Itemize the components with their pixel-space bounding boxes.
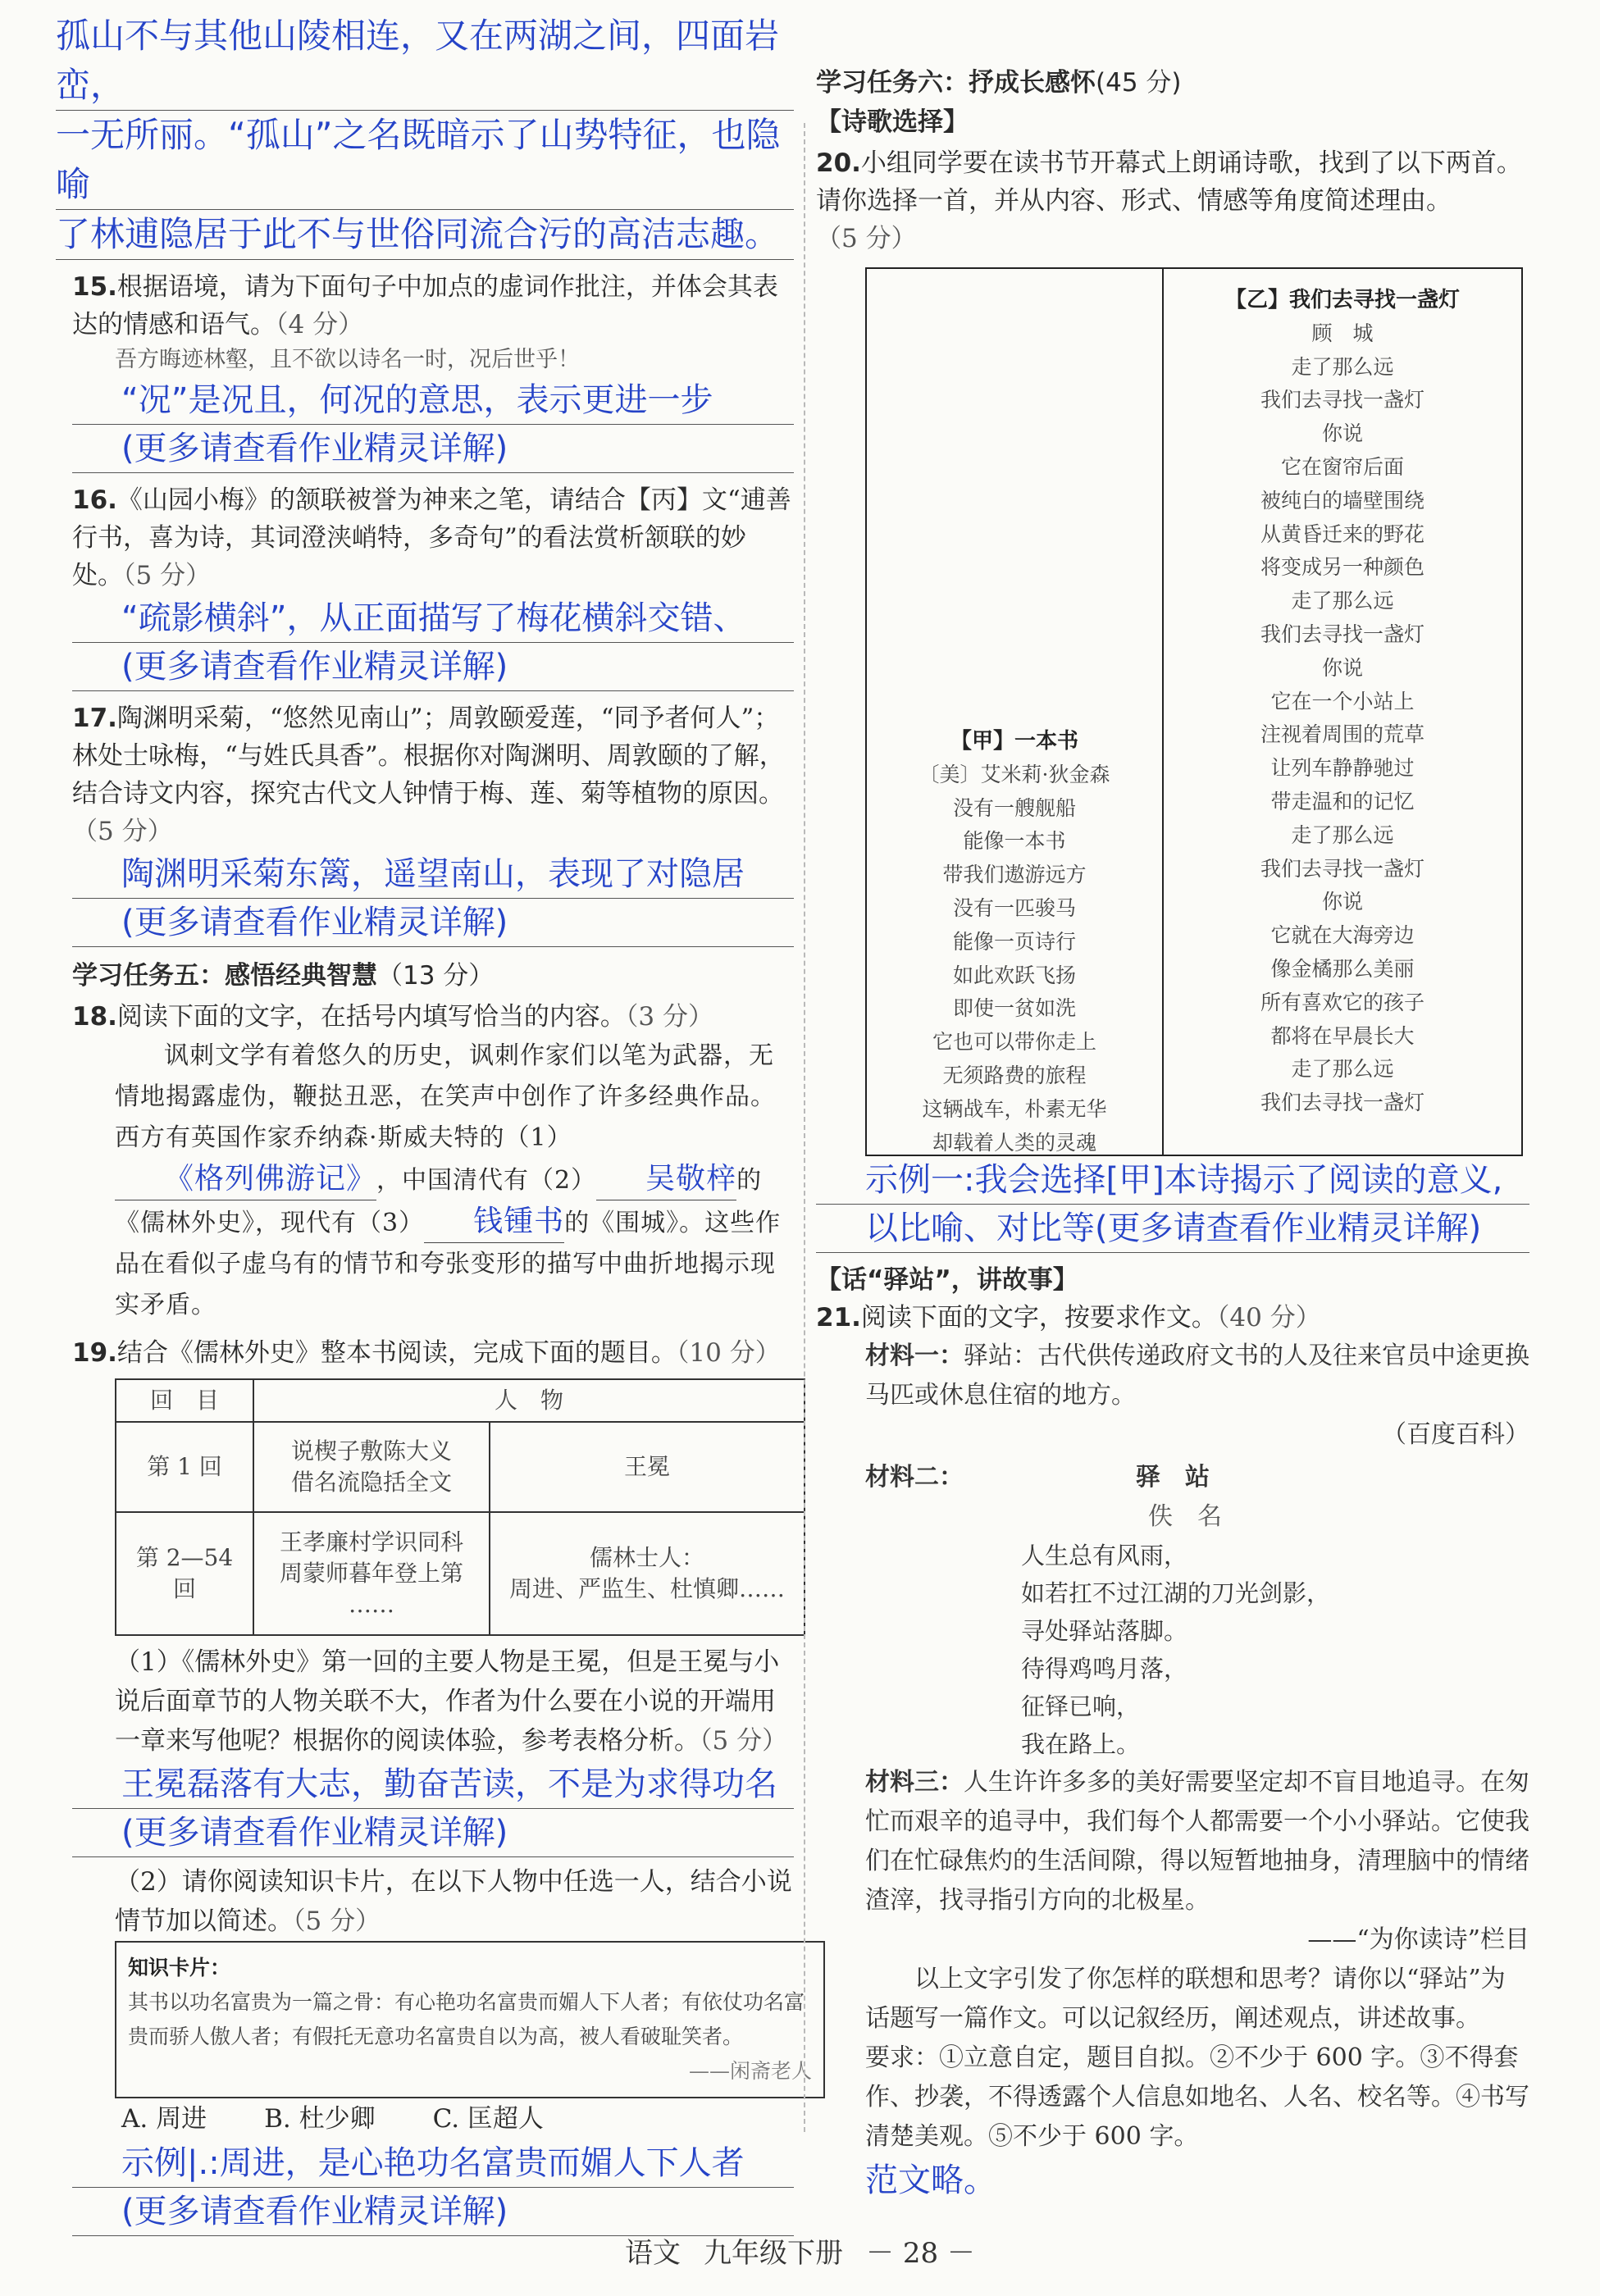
answer-line: 陶渊明采菊东篱，遥望南山，表现了对隐居: [72, 850, 794, 899]
table-row: [116, 1512, 805, 1635]
table-cell: [253, 1512, 490, 1635]
cell-line: 说楔子敷陈大义: [290, 1437, 452, 1465]
answer-line: 孤山不与其他山陵相连，又在两湖之间，四面岩峦，: [56, 11, 794, 111]
previous-answer: [56, 11, 794, 260]
poem-line: 像金橘那么美丽: [1270, 956, 1415, 981]
cell-line: 周蒙师暮年登上第: [279, 1560, 463, 1587]
task-points: (45 分): [1096, 68, 1182, 98]
footer-subject: 语文: [625, 2237, 681, 2270]
material-3: [816, 1763, 1529, 1920]
passage-text: 的《儒林外史》，现代有（3）: [115, 1166, 763, 1237]
question-text: 根据语境，请为下面句子中加点的虚词作批注，并体会其表达的情感和语气。: [72, 272, 778, 339]
question-21: [816, 1299, 1529, 1337]
writing-requirements: 要求：①立意自定，题目自拟。②不少于 600 字。③不得套作、抄袭，不得透露个人信息如地名、人名、校名等。④书写清楚美观。⑤不少于 600 字。: [865, 2043, 1529, 2151]
right-column: [816, 0, 1529, 2204]
poem-box: [865, 267, 1523, 1156]
question-number: 18.: [72, 1002, 117, 1032]
question-points: （5 分）: [72, 817, 173, 846]
task-6-heading: [816, 64, 1529, 102]
question-number: 21.: [816, 1303, 861, 1332]
poem-line: 带我们遨游远方: [942, 863, 1087, 887]
card-text: 其书以功名富贵为一篇之骨：有心艳功名富贵而媚人下人者；有依仗功名富贵而骄人傲人者；有假托无意功名富贵自以为高，被人看破耻笑者。: [128, 1990, 805, 2048]
question-number: 16.: [72, 485, 117, 515]
sub-question-text: （1）《儒林外史》第一回的主要人物是王冕，但是王冕与小说后面章节的人物关联不大，作者为什么要在小说的开端用一章来写他呢？根据你的阅读体验，参考表格分析。: [115, 1647, 780, 1756]
poem-line: 它也可以带你走上: [932, 1030, 1096, 1055]
writing-prompt: 以上文字引发了你怎样的联想和思考？请你以“驿站”为话题写一篇作文。可以记叙经历，阐述观点，讲述故事。: [865, 1965, 1506, 2033]
poem-line: 它就在大海旁边: [1270, 923, 1415, 948]
question-points: （4 分）: [276, 310, 364, 339]
poem-line: 我们去寻找一盏灯: [1260, 1091, 1425, 1115]
more-link[interactable]: (更多请查看作业精灵详解): [72, 1809, 794, 1857]
blank-answer-3: 钱锺书: [424, 1201, 564, 1243]
blank-answer-1: 《格列佛游记》: [115, 1159, 376, 1200]
material-text: 驿站：古代供传递政府文书的人及往来官员中途更换马匹或休息住宿的地方。: [865, 1342, 1529, 1410]
answer-line: 示例一:我会选择[甲]本诗揭示了阅读的意义,: [816, 1156, 1529, 1205]
poem-line: 我们去寻找一盏灯: [1260, 856, 1425, 881]
poem-line: 将变成另一种颜色: [1260, 555, 1425, 580]
question-18: [72, 998, 794, 1036]
question-number: 17.: [72, 704, 117, 733]
answer-line: 示例|.:周进，是心艳功名富贵而媚人下人者: [72, 2139, 794, 2188]
material-label: 材料二：: [865, 1463, 964, 1492]
poem-a: [867, 725, 1162, 1159]
answer-line: “疏影横斜”，从正面描写了梅花横斜交错、: [72, 594, 794, 643]
knowledge-card: [115, 1941, 825, 2098]
table-cell: 第 1 回: [116, 1422, 253, 1512]
poem-line: 人生总有风雨，: [1021, 1542, 1188, 1569]
poem-line: 能像一页诗行: [952, 929, 1076, 954]
card-source: ——闲斋老人: [688, 2059, 812, 2083]
table-header: 回 目: [116, 1379, 253, 1422]
poem-line: 没有一艘舰船: [952, 795, 1076, 820]
quote-line: 吾方晦迹林壑，且不欲以诗名一时，况后世乎！: [115, 347, 580, 372]
answer-line: 王冕磊落有大志，勤奋苦读，不是为求得功名: [72, 1761, 794, 1809]
poem-line: 走了那么远: [1291, 354, 1394, 379]
poem-line: 能像一本书: [963, 829, 1066, 854]
cell-line: 王孝廉村学识同科: [279, 1528, 463, 1556]
poem-line: 从黄昏迁来的野花: [1260, 522, 1425, 546]
poem-line: 没有一匹骏马: [952, 895, 1076, 920]
poem-line: 待得鸡鸣月落，: [1021, 1655, 1188, 1683]
poem-line: 走了那么远: [1291, 1057, 1394, 1082]
question-15: [72, 268, 794, 344]
material-label: 材料三：: [865, 1768, 964, 1797]
blank-answer-2: 吴敬梓: [596, 1159, 736, 1200]
poem-line: 我在路上。: [1021, 1730, 1141, 1758]
option-c[interactable]: C. 匡超人: [432, 2104, 544, 2134]
reading-passage: [72, 1036, 794, 1326]
table-header: 人 物: [253, 1379, 805, 1422]
poem-line: 你说: [1321, 890, 1363, 914]
poem-line: 这辆战车，朴素无华: [922, 1096, 1107, 1121]
poem-line: 都将在早晨长大: [1270, 1023, 1415, 1048]
question-points: （3 分）: [625, 1002, 713, 1032]
answer-line: 以比喻、对比等(更多请查看作业精灵详解): [816, 1205, 1529, 1253]
task-points: （13 分）: [377, 961, 495, 991]
question-text: 结合《儒林外史》整本书阅读，完成下面的题目。: [116, 1338, 677, 1368]
sub-question-1: [72, 1642, 794, 1761]
table-header-row: [116, 1379, 805, 1422]
poem-author: 顾 城: [1311, 321, 1374, 345]
poem-line: 带走温和的记忆: [1270, 789, 1415, 813]
answer-line: 了林逋隐居于此不与世俗同流合污的高洁志趣。: [56, 210, 794, 260]
table-row: [116, 1422, 805, 1512]
poem-line: 无须路费的旅程: [942, 1063, 1087, 1087]
task-5-heading: [72, 957, 794, 995]
question-points: （10 分）: [676, 1338, 781, 1368]
material-1: [816, 1337, 1529, 1415]
page-footer: [0, 2230, 1600, 2271]
cell-line: 借名流隐括全文: [290, 1469, 452, 1496]
passage-text: 的《围城》。这些作品在看似子虚乌有的情节和夸张变形的描写中曲折地揭示现实矛盾。: [115, 1209, 782, 1319]
cell-line: ……: [349, 1591, 394, 1618]
poem-line: 却载着人类的灵魂: [932, 1130, 1096, 1155]
task-title: 学习任务五：感悟经典智慧: [72, 961, 377, 991]
sub-question-text: （2）请你阅读知识卡片，在以下人物中任选一人，结合小说情节加以简述。: [115, 1867, 792, 1936]
poem-line: 它在窗帘后面: [1280, 454, 1404, 479]
material-2-author: 佚 名: [1148, 1502, 1222, 1531]
option-b[interactable]: B. 杜少卿: [264, 2104, 376, 2134]
poem-title: 驿 站: [1136, 1463, 1210, 1492]
material-3-source: ——“为你读诗”栏目: [1307, 1925, 1529, 1954]
table-cell: 第 2—54 回: [116, 1512, 253, 1635]
question-text: 小组同学要在读书节开幕式上朗诵诗歌，找到了以下两首。请你选择一首，并从内容、形式、情感等角度简述理由。: [816, 148, 1522, 216]
answer-line: “况”是况且，何况的意思，表示更进一步: [72, 376, 794, 425]
answer-line: 一无所丽。“孤山”之名既暗示了山势特征，也隐喻: [56, 111, 794, 210]
more-link[interactable]: (更多请查看作业精灵详解): [72, 425, 794, 473]
table-cell: [490, 1512, 805, 1635]
passage-text: ，中国清代有（2）: [376, 1166, 597, 1195]
more-link[interactable]: (更多请查看作业精灵详解): [72, 2188, 794, 2236]
table-cell: [253, 1422, 490, 1512]
question-20: [816, 144, 1529, 257]
question-text: 陶渊明采菊，“悠然见南山”；周敦颐爱莲，“同予者何人”；林处士咏梅，“与姓氏具香”。根据你对陶渊明、周敦颐的了解，结合诗文内容，探究古代文人钟情于梅、莲、菊等植物的原因。: [72, 704, 785, 809]
question-number: 15.: [72, 272, 117, 302]
more-link[interactable]: (更多请查看作业精灵详解): [72, 643, 794, 691]
sub-question-points: （5 分）: [700, 1726, 788, 1756]
left-column: [56, 0, 812, 2236]
table-cell: 王冕: [490, 1422, 805, 1512]
question-number: 20.: [816, 148, 861, 178]
option-a[interactable]: A. 周进: [121, 2104, 207, 2134]
cell-line: 周进、严监生、杜慎卿……: [508, 1575, 785, 1602]
question-19: [72, 1334, 794, 1372]
poem-line: 走了那么远: [1291, 589, 1394, 613]
poem-line: 注视着周围的荒草: [1260, 722, 1425, 747]
material-text: 人生许许多多的美好需要坚定却不盲目地追寻。在匆忙而艰辛的追寻中，我们每个人都需要一个小小驿站。它使我们在忙碌焦灼的生活间隙，得以短暂地抽身，清理脑中的情绪渣滓，找寻指引方向的北极星。: [865, 1768, 1529, 1915]
section-station: 【话“驿站”，讲故事】: [816, 1265, 1078, 1295]
poem-line: 它在一个小站上: [1270, 689, 1415, 713]
question-text: 阅读下面的文字，在括号内填写恰当的内容。: [116, 1002, 626, 1032]
question-17: [72, 699, 794, 850]
sub-question-2: [72, 1862, 794, 1941]
answer-line: 范文略。: [865, 2162, 996, 2199]
column-divider: [804, 123, 805, 2132]
material-label: 材料一：: [865, 1342, 964, 1370]
footer-grade: 九年级下册: [704, 2237, 844, 2270]
options: [72, 2098, 794, 2139]
sub-question-points: （5 分）: [293, 1906, 381, 1936]
chapter-table: [115, 1378, 805, 1636]
page-number: － 28 －: [866, 2237, 975, 2270]
poem-line: 如此欢跃飞扬: [952, 963, 1076, 987]
question-points: （5 分）: [123, 561, 212, 590]
poem-line: 走了那么远: [1291, 822, 1394, 847]
poem-line: 寻处驿站落脚。: [1021, 1617, 1188, 1645]
poem-b: [1164, 284, 1521, 1120]
poem-title: 【乙】我们去寻找一盏灯: [1224, 288, 1460, 312]
question-text: 《山园小梅》的颔联被誉为神来之笔，请结合【丙】文“逋善行书，喜为诗，其词澄浃峭特，多奇句”的看法赏析颔联的妙处。: [72, 485, 791, 590]
poem-line: 如若扛不过江湖的刀光剑影，: [1021, 1579, 1331, 1607]
poem-line: 我们去寻找一盏灯: [1260, 622, 1425, 646]
passage-text: 讽刺文学有着悠久的历史，讽刺作家们以笔为武器，无情地揭露虚伪，鞭挞丑恶，在笑声中创作了许多经典作品。西方有英国作家乔纳森·斯威夫特的: [115, 1041, 776, 1152]
material-1-source: （百度百科）: [1382, 1420, 1529, 1449]
poem-line: 所有喜欢它的孩子: [1260, 990, 1425, 1014]
poem-line: 被纯白的墙壁围绕: [1260, 488, 1425, 512]
poem-title: 【甲】一本书: [950, 729, 1078, 754]
question-number: 19.: [72, 1338, 117, 1368]
more-link[interactable]: (更多请查看作业精灵详解): [72, 899, 794, 947]
question-points: （5 分）: [816, 224, 917, 253]
question-text: 阅读下面的文字，按要求作文。: [860, 1303, 1217, 1332]
poem-line: 征铎已响，: [1021, 1692, 1141, 1720]
card-title: 知识卡片：: [128, 1956, 231, 1979]
question-points: （40 分）: [1216, 1303, 1321, 1332]
poem-author: 〔美〕艾米莉·狄金森: [919, 762, 1110, 786]
task-title: 学习任务六：抒成长感怀: [816, 68, 1096, 98]
poem-line: 我们去寻找一盏灯: [1260, 388, 1425, 412]
question-16: [72, 481, 794, 594]
cell-line: 儒林士人：: [589, 1544, 704, 1571]
section-poem-choice: 【诗歌选择】: [816, 107, 969, 137]
poem-line: 让列车静静驰过: [1270, 756, 1415, 781]
material-2-header: [816, 1458, 1529, 1497]
material-2-poem: [816, 1537, 1529, 1763]
poem-line: 你说: [1321, 655, 1363, 680]
poem-line: 即使一贫如洗: [952, 996, 1076, 1021]
blank-label: （1）: [504, 1123, 572, 1152]
poem-line: 你说: [1321, 421, 1363, 446]
